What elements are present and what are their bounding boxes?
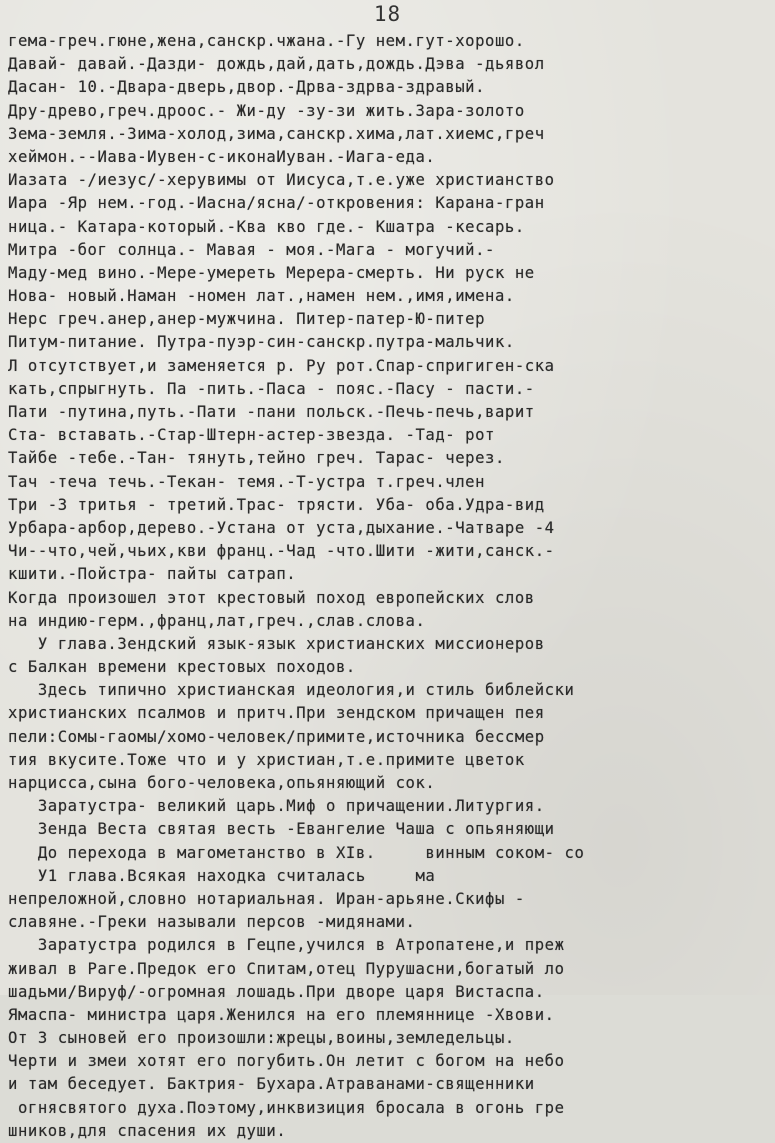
text-line: хеймон.--Иава-Иувен-с-иконаИуван.-Иага-еда. [8, 147, 436, 166]
text-line: От 3 сыновей его произошли:жрецы,воины,земледельцы. [8, 1029, 515, 1048]
text-line: Дру-древо,греч.дроос.- Жи-ду -зу-зи жить.Зара-золото [8, 101, 525, 120]
text-line: Пати -путина,путь.-Пати -пани польск.-Печь-печь,варит [8, 403, 535, 421]
text-line: У глава.Зендский язык-язык христианских миссионеров [8, 634, 545, 653]
text-line: Заратустра родился в Гецпе,учился в Атропатене,и преж [8, 936, 565, 955]
text-line: Маду-мед вино.-Мере-умереть Мерера-смерть. Ни руск не [8, 263, 535, 282]
text-line: Чи--что,чей,чьих,кви франц.-Чад -что.Шити -жити,санск.- [8, 542, 555, 561]
text-line: До перехода в магометанство в XIв. винным соком- со [8, 843, 585, 862]
text-line: Ста- вставать.-Стар-Штерн-астер-звезда. -Тад- рот [8, 426, 495, 445]
text-line: живал в Раге.Предок его Спитам,отец Пурушасни,богатый ло [8, 959, 565, 978]
text-line: Здесь типично христианская идеология,и стиль библейски [8, 681, 575, 700]
text-line: кать,спрыгнуть. Па -пить.-Паса - пояс.-Пасу - пасти.- [8, 379, 535, 398]
text-line: Дасан- 10.-Двара-дверь,двор.-Дрва-здрва-здравый. [8, 78, 486, 97]
text-line: христианских псалмов и притч.При зендском причащен пея [8, 704, 545, 723]
text-line: пели:Сомы-гаомы/хомо-человек/примите,источника бессмер [8, 727, 545, 746]
text-line: Когда произошел этот крестовый поход европейских слов [8, 588, 535, 607]
text-line: тия вкусите.Тоже что и у христиан,т.е.примите цветок [8, 750, 525, 769]
text-line: Зема-земля.-Зима-холод,зима,санскр.хима,лат.хиемс,греч [8, 124, 545, 143]
text-line: Питум-питание. Путра-пуэр-син-санскр.путра-мальчик. [8, 333, 515, 352]
text-line: Тайбе -тебе.-Тан- тянуть,тейно греч. Тарас- через. [8, 449, 505, 468]
text-line: Иазата -/иезус/-херувимы от Иисуса,т.е.уже христианство [8, 171, 555, 190]
text-line: Иара -Яр нем.-год.-Иасна/ясна/-откровения: Карана-гран [8, 194, 545, 213]
typewritten-body-text [8, 30, 770, 1143]
text-line: огнясвятого духа.Поэтому,инквизиция бросала в огонь гре [8, 1098, 565, 1117]
text-line: ница.- Катара-который.-Ква кво где.- Кшатра -кесарь. [8, 217, 525, 236]
text-line: Л отсутствует,и заменяется р. Ру рот.Спар-спригиген-ска [8, 356, 555, 375]
text-line: Черти и змеи хотят его погубить.Он летит с богом на небо [8, 1052, 565, 1071]
text-line: Нова- новый.Наман -номен лат.,намен нем.,имя,имена. [8, 287, 515, 306]
text-line: нарцисса,сына бого-человека,опьяняющий сок. [8, 774, 436, 792]
text-line: кшити.-Пойстра- пайты сатрап. [8, 565, 297, 584]
text-line: гема-греч.гюне,жена,санскр.чжана.-Гу нем.гут-хорошо. [8, 32, 525, 50]
text-line: шников,для спасения их души. [8, 1121, 287, 1140]
text-line: Тач -теча течь.-Текан- темя.-Т-устра т.греч.член [8, 472, 486, 491]
text-line: Нерс греч.анер,анер-мужчина. Питер-патер-Ю-питер [8, 310, 486, 329]
text-line: славяне.-Греки называли персов -мидянами. [8, 913, 416, 932]
text-line: на индию-герм.,франц,лат,греч.,слав.слова. [8, 611, 426, 630]
text-line: Три -3 тритья - третий.Трас- трясти. Уба- оба.Удра-вид [8, 495, 545, 514]
text-line: Урбара-арбор,дерево.-Устана от уста,дыхание.-Чатваре -4 [8, 518, 555, 537]
text-line: шадьми/Вируф/-огромная лошадь.При дворе царя Вистаспа. [8, 982, 545, 1001]
text-line: Ямаспа- министра царя.Женился на его племяннице -Хвови. [8, 1005, 555, 1024]
text-line: Зенда Веста святая весть -Евангелие Чаша с опьяняющи [8, 820, 555, 839]
page-number: 18 [373, 2, 402, 26]
text-line: У1 глава.Всякая находка считалась ма [8, 866, 436, 885]
text-line: непреложной,словно нотариальная. Иран-арьяне.Скифы - [8, 889, 525, 908]
text-line: с Балкан времени крестовых походов. [8, 658, 356, 677]
text-line: Заратустра- великий царь.Миф о причащении.Литургия. [8, 797, 545, 816]
text-line: и там беседует. Бактрия- Бухара.Атраванами-священники [8, 1075, 535, 1094]
text-line: Давай- давай.-Дазди- дождь,дай,дать,дождь.Дэва -дьявол [8, 55, 545, 74]
text-line: Митра -бог солнца.- Мавая - моя.-Мага - могучий.- [8, 240, 495, 259]
